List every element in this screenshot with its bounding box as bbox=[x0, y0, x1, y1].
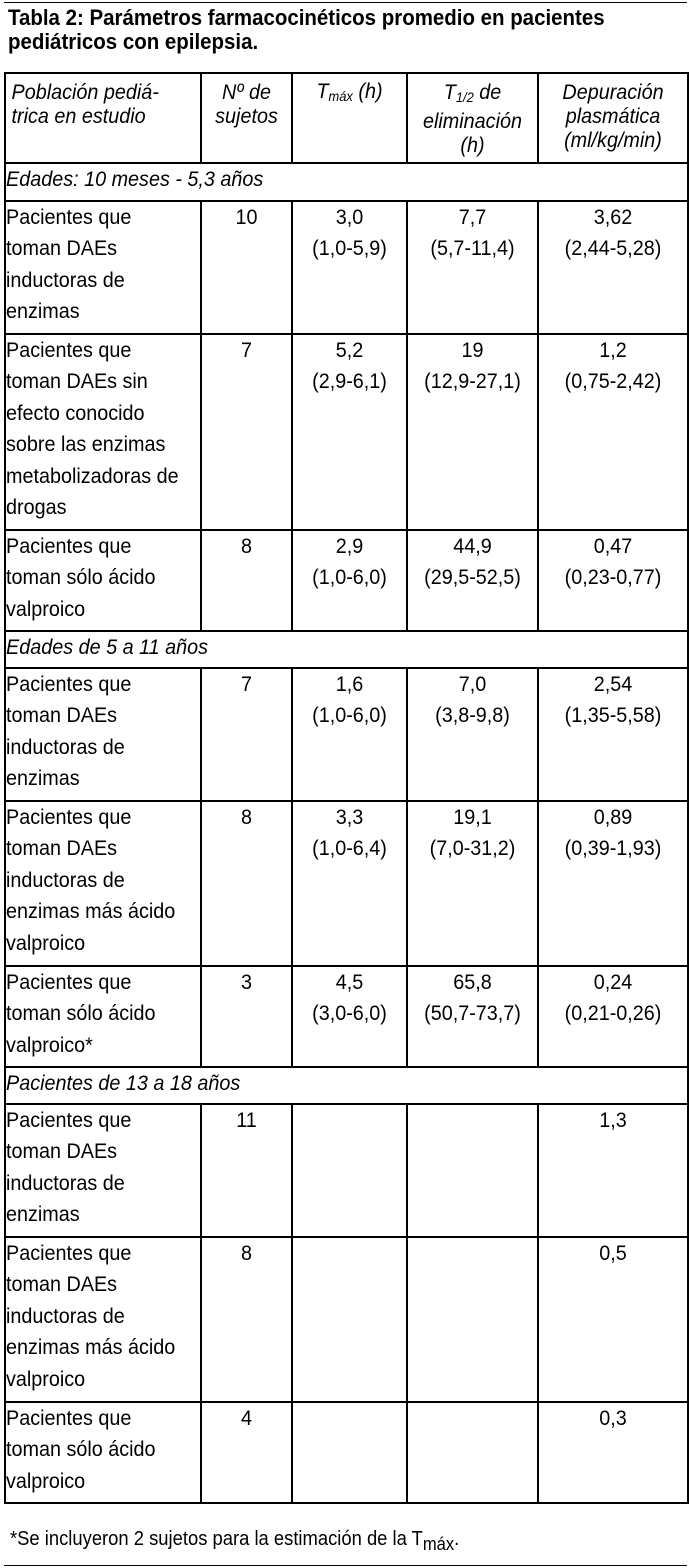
thalf-value: 65,8 bbox=[453, 970, 492, 994]
population-text: Pacientes que toman DAEs inductoras de enzimas más ácido valproico bbox=[6, 805, 176, 955]
population-text: Pacientes que toman sólo ácido valproico* bbox=[6, 970, 156, 1057]
tmax-range: (1,0-6,0) bbox=[312, 565, 387, 590]
n-subjects-cell bbox=[201, 201, 292, 334]
header-n-subjects-label: Nº de sujetos bbox=[215, 80, 278, 128]
n-subjects-cell bbox=[201, 801, 292, 966]
section-label-text: Edades de 5 a 11 años bbox=[6, 635, 208, 659]
thalf-range: (50,7-73,7) bbox=[424, 1001, 521, 1026]
tmax-cell bbox=[292, 966, 407, 1067]
header-population bbox=[5, 73, 201, 163]
table-row bbox=[5, 530, 688, 631]
thalf-value: 19,1 bbox=[453, 805, 492, 829]
header-population-label: Población pediá-trica en estudio bbox=[11, 80, 159, 128]
population-text: Pacientes que toman DAEs inductoras de enzimas más ácido valproico bbox=[6, 1241, 176, 1391]
tmax-range: (1,0-6,0) bbox=[312, 703, 387, 728]
thalf-cell bbox=[407, 1104, 538, 1237]
thalf-symbol: T bbox=[443, 80, 456, 104]
clearance-range: (1,35-5,58) bbox=[564, 703, 662, 728]
clearance-range: (0,23-0,77) bbox=[564, 565, 662, 590]
thalf-range: (5,7-11,4) bbox=[430, 236, 515, 261]
population-cell bbox=[5, 966, 201, 1067]
tmax-value: 5,2 bbox=[335, 338, 364, 362]
clearance-cell bbox=[538, 334, 688, 530]
table-body bbox=[5, 163, 688, 1503]
tmax-range: (3,0-6,0) bbox=[312, 1001, 387, 1026]
tmax-range: (1,0-5,9) bbox=[312, 236, 387, 261]
section-label bbox=[5, 163, 688, 201]
population-cell bbox=[5, 801, 201, 966]
thalf-subscript: 1/2 bbox=[455, 89, 474, 105]
clearance-cell bbox=[538, 1237, 688, 1402]
clearance-cell bbox=[538, 801, 688, 966]
table-row bbox=[5, 966, 688, 1067]
population-cell bbox=[5, 1104, 201, 1237]
n-subjects-cell bbox=[201, 1104, 292, 1237]
section-row bbox=[5, 631, 688, 668]
population-cell bbox=[5, 334, 201, 530]
n-subjects-cell bbox=[201, 530, 292, 631]
population-text: Pacientes que toman DAEs inductoras de enzimas bbox=[6, 672, 132, 791]
clearance-value: 0,24 bbox=[593, 970, 633, 994]
section-label bbox=[5, 1067, 688, 1104]
section-row bbox=[5, 1067, 688, 1104]
table-row bbox=[5, 1402, 688, 1503]
section-row bbox=[5, 163, 688, 201]
thalf-value: 44,9 bbox=[453, 534, 492, 558]
tmax-value: 3,3 bbox=[335, 805, 364, 829]
footnote-end: . bbox=[454, 1528, 460, 1550]
header-thalf-label bbox=[413, 80, 532, 157]
clearance-range: (0,21-0,26) bbox=[564, 1001, 662, 1026]
clearance-range: (0,39-1,93) bbox=[564, 836, 662, 861]
thalf-value: 7,0 bbox=[458, 672, 487, 696]
footnote bbox=[10, 1526, 459, 1557]
tmax-value: 4,5 bbox=[335, 970, 364, 994]
thalf-value: 7,7 bbox=[458, 205, 487, 229]
thalf-value: 19 bbox=[461, 338, 484, 362]
n-subjects-value: 10 bbox=[235, 205, 258, 229]
tmax-cell bbox=[292, 1402, 407, 1503]
clearance-range: (0,75-2,42) bbox=[564, 369, 662, 394]
thalf-cell bbox=[407, 1237, 538, 1402]
pharmacokinetics-table bbox=[4, 72, 689, 1504]
n-subjects-cell bbox=[201, 1237, 292, 1402]
tmax-subscript: máx bbox=[328, 88, 353, 104]
tmax-unit: (h) bbox=[352, 79, 383, 103]
n-subjects-cell bbox=[201, 334, 292, 530]
population-cell bbox=[5, 201, 201, 334]
header-row bbox=[5, 73, 688, 163]
tmax-value: 3,0 bbox=[335, 205, 364, 229]
thalf-rest: de eliminación (h) bbox=[423, 80, 522, 157]
n-subjects-value: 7 bbox=[240, 338, 253, 362]
n-subjects-cell bbox=[201, 1402, 292, 1503]
tmax-cell bbox=[292, 1237, 407, 1402]
thalf-range: (7,0-31,2) bbox=[429, 836, 516, 861]
thalf-range: (12,9-27,1) bbox=[424, 369, 521, 394]
clearance-value: 2,54 bbox=[593, 672, 633, 696]
tmax-value: 2,9 bbox=[335, 534, 364, 558]
clearance-value: 0,47 bbox=[593, 534, 633, 558]
thalf-cell bbox=[407, 801, 538, 966]
section-label bbox=[5, 631, 688, 668]
table-row bbox=[5, 201, 688, 334]
clearance-cell bbox=[538, 966, 688, 1067]
tmax-value: 1,6 bbox=[335, 672, 364, 696]
thalf-cell bbox=[407, 201, 538, 334]
thalf-cell bbox=[407, 668, 538, 801]
clearance-cell bbox=[538, 1402, 688, 1503]
tmax-cell bbox=[292, 334, 407, 530]
table-title-line-2: pediátricos con epilepsia. bbox=[8, 29, 259, 54]
n-subjects-value: 3 bbox=[240, 970, 253, 994]
table-row bbox=[5, 1237, 688, 1402]
thalf-range: (29,5-52,5) bbox=[424, 565, 521, 590]
footnote-text: *Se incluyeron 2 sujetos para la estimación de la T bbox=[10, 1528, 423, 1550]
clearance-cell bbox=[538, 668, 688, 801]
clearance-value: 1,2 bbox=[599, 338, 627, 362]
population-text: Pacientes que toman sólo ácido valproico bbox=[6, 534, 156, 621]
top-rule bbox=[4, 2, 687, 3]
n-subjects-value: 8 bbox=[240, 1241, 253, 1265]
clearance-value: 0,5 bbox=[599, 1241, 627, 1265]
table-row bbox=[5, 334, 688, 530]
tmax-symbol: T bbox=[316, 79, 329, 103]
section-label-text: Pacientes de 13 a 18 años bbox=[6, 1071, 241, 1095]
population-cell bbox=[5, 1402, 201, 1503]
population-text: Pacientes que toman DAEs inductoras de enzimas bbox=[6, 205, 132, 324]
population-text: Pacientes que toman DAEs inductoras de enzimas bbox=[6, 1108, 132, 1227]
tmax-cell bbox=[292, 801, 407, 966]
clearance-value: 3,62 bbox=[593, 205, 633, 229]
tmax-cell bbox=[292, 530, 407, 631]
n-subjects-value: 8 bbox=[240, 805, 253, 829]
tmax-cell bbox=[292, 201, 407, 334]
thalf-range: (3,8-9,8) bbox=[435, 703, 510, 728]
thalf-cell bbox=[407, 334, 538, 530]
table-title bbox=[8, 6, 636, 54]
clearance-cell bbox=[538, 530, 688, 631]
table-row bbox=[5, 1104, 688, 1237]
thalf-cell bbox=[407, 966, 538, 1067]
n-subjects-cell bbox=[201, 668, 292, 801]
population-text: Pacientes que toman sólo ácido valproico bbox=[6, 1406, 156, 1493]
thalf-cell bbox=[407, 1402, 538, 1503]
population-cell bbox=[5, 1237, 201, 1402]
header-clearance-label: Depuración plasmática (ml/kg/min) bbox=[562, 80, 664, 152]
header-n-subjects bbox=[201, 73, 292, 163]
population-cell bbox=[5, 668, 201, 801]
clearance-value: 0,89 bbox=[593, 805, 633, 829]
n-subjects-value: 8 bbox=[240, 534, 253, 558]
clearance-value: 0,3 bbox=[599, 1406, 627, 1430]
tmax-range: (1,0-6,4) bbox=[312, 836, 387, 861]
clearance-range: (2,44-5,28) bbox=[564, 236, 662, 261]
clearance-cell bbox=[538, 201, 688, 334]
header-tmax-label bbox=[298, 80, 402, 107]
n-subjects-cell bbox=[201, 966, 292, 1067]
header-clearance bbox=[538, 73, 688, 163]
header-tmax bbox=[292, 73, 407, 163]
bottom-rule bbox=[4, 1565, 687, 1566]
section-label-text: Edades: 10 meses - 5,3 años bbox=[6, 167, 264, 191]
n-subjects-value: 11 bbox=[236, 1108, 257, 1132]
tmax-cell bbox=[292, 668, 407, 801]
population-cell bbox=[5, 530, 201, 631]
table-title-line-1: Tabla 2: Parámetros farmacocinéticos promedio en pacientes bbox=[8, 5, 605, 30]
header-thalf bbox=[407, 73, 538, 163]
table-row bbox=[5, 668, 688, 801]
n-subjects-value: 7 bbox=[240, 672, 253, 696]
thalf-cell bbox=[407, 530, 538, 631]
population-text: Pacientes que toman DAEs sin efecto conocido sobre las enzimas metabolizadoras de drogas bbox=[6, 338, 179, 520]
footnote-subscript: máx bbox=[422, 1534, 455, 1554]
tmax-range: (2,9-6,1) bbox=[312, 369, 387, 394]
n-subjects-value: 4 bbox=[240, 1406, 253, 1430]
tmax-cell bbox=[292, 1104, 407, 1237]
table-row bbox=[5, 801, 688, 966]
clearance-value: 1,3 bbox=[599, 1108, 627, 1132]
clearance-cell bbox=[538, 1104, 688, 1237]
